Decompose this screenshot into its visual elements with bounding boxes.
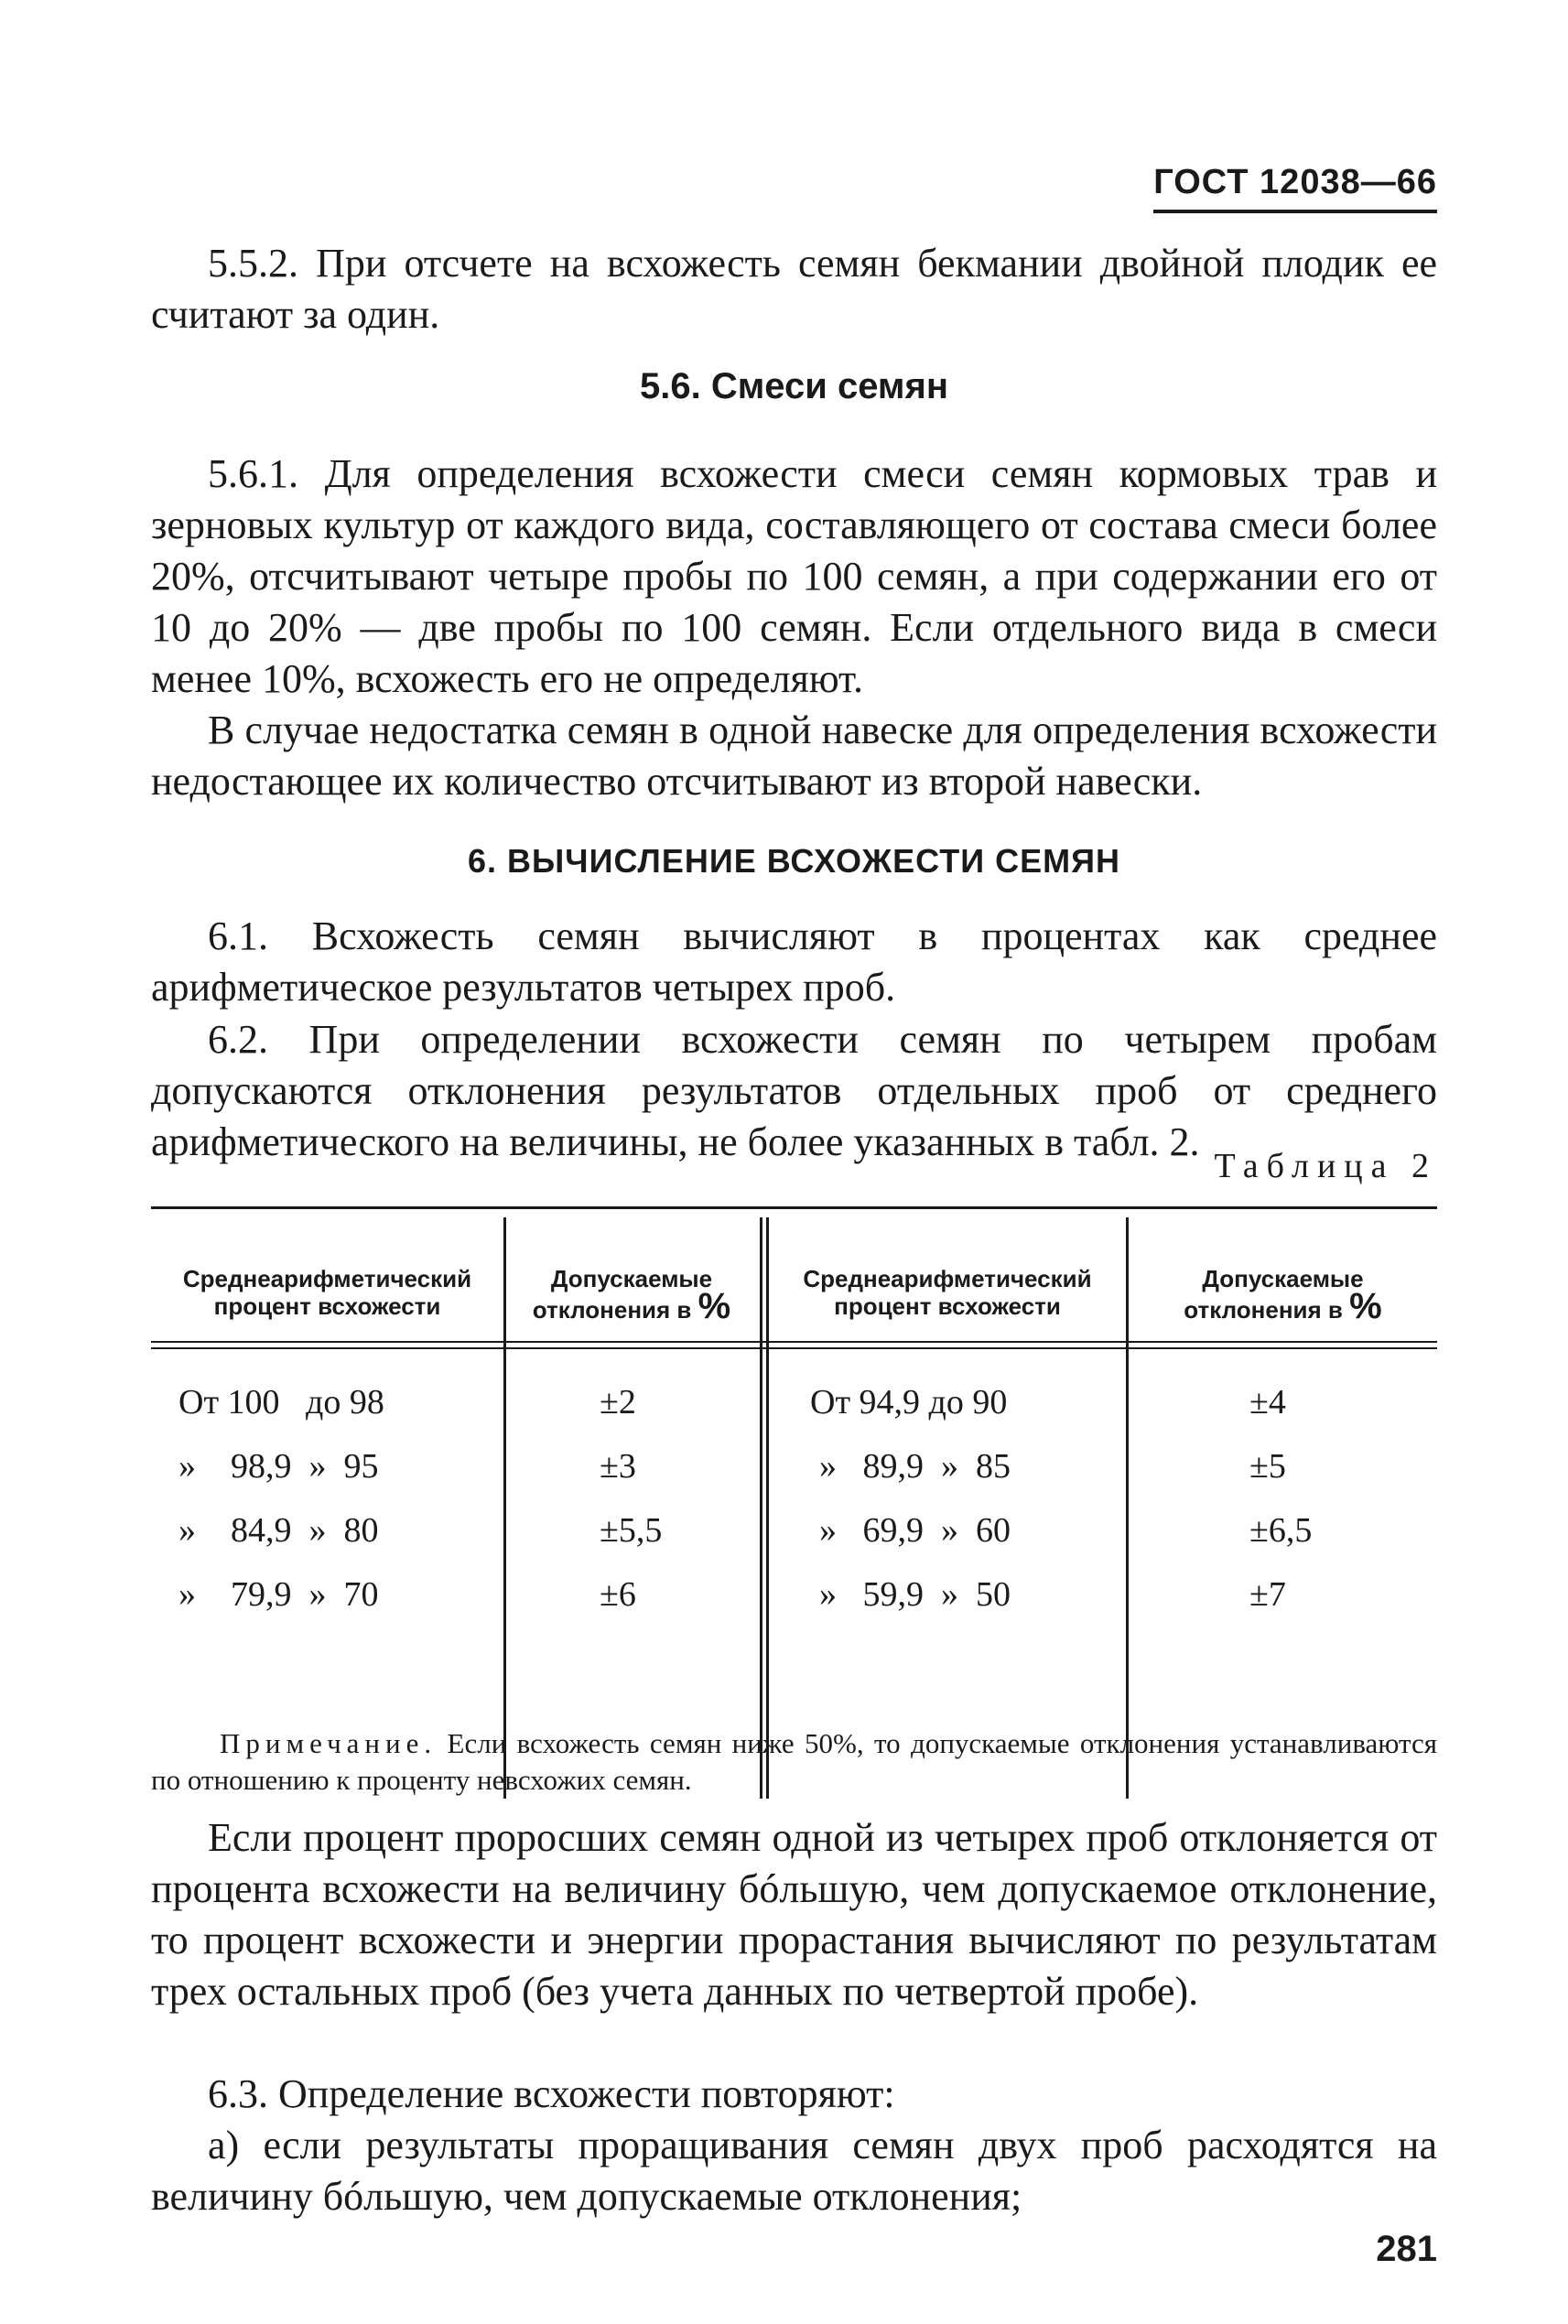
table-header-deviation-left xyxy=(503,1265,760,1324)
header-label: Среднеарифметический xyxy=(803,1265,1092,1292)
table-cell-deviation: ±4 xyxy=(1249,1383,1286,1421)
paragraph-5-6-1: 5.6.1. Для определения всхожести смеси семян кормовых трав и зерновых культур от каждого вида, составляющего от состава смеси более 20%, отсчитывают четыре пробы по 100 семян, а при содержании его от 10 до 20% — две пробы по 100 семян. Если отдельного вида в смеси менее 10%, всхожесть его не определяют. xyxy=(151,451,1437,701)
header-label: отклонения в xyxy=(1184,1296,1343,1324)
table-cell-range: » 98,9 » 95 xyxy=(178,1447,379,1486)
table-cell-range: » 59,9 » 50 xyxy=(819,1575,1011,1614)
table-cell-deviation: ±5 xyxy=(1249,1447,1286,1486)
table-caption: Таблица 2 xyxy=(1214,1147,1437,1185)
table-double-divider-left xyxy=(760,1217,762,1799)
standard-code-header: ГОСТ 12038—66 xyxy=(1153,163,1437,213)
table-cell-deviation: ±6 xyxy=(600,1575,636,1614)
paragraph-5-5-2: 5.5.2. При отсчете на всхожесть семян бекмании двойной плодик ее считают за один. xyxy=(151,241,1437,337)
table-cell-deviation: ±2 xyxy=(600,1383,636,1421)
header-label: Допускаемые xyxy=(550,1265,713,1292)
table-cell-range: » 69,9 » 60 xyxy=(819,1511,1011,1550)
table-cell-deviation: ±3 xyxy=(600,1447,636,1486)
document-page xyxy=(151,146,1437,2279)
table-cell-deviation: ±6,5 xyxy=(1249,1511,1313,1550)
section-heading-6: 6. ВЫЧИСЛЕНИЕ ВСХОЖЕСТИ СЕМЯН xyxy=(468,842,1120,880)
table-top-rule xyxy=(151,1206,1437,1209)
table-header-mean-left xyxy=(151,1265,503,1320)
table-header-rule-2 xyxy=(151,1347,1437,1349)
header-label: Среднеарифметический xyxy=(182,1265,472,1292)
note-label: Примечание. xyxy=(220,1727,438,1759)
paragraph-6-3-a: а) если результаты проращивания семян двух проб расходятся на величину бóльшую, чем допускаемые отклонения; xyxy=(151,2123,1437,2219)
paragraph-5-6-1-continued: В случае недостатка семян в одной навеске для определения всхожести недостающее их количество отсчитывают из второй навески. xyxy=(151,708,1437,804)
table-cell-range: » 79,9 » 70 xyxy=(178,1575,379,1614)
table-header-mean-right xyxy=(769,1265,1126,1320)
header-label: процент всхожести xyxy=(834,1292,1061,1320)
percent-sign: % xyxy=(697,1286,731,1326)
paragraph-6-2: 6.2. При определении всхожести семян по четырем пробам допускаются отклонения результатов отдельных проб от среднего арифметического на величины, не более указанных в табл. 2. xyxy=(151,1017,1437,1164)
table-cell-range: От 100 до 98 xyxy=(178,1383,384,1421)
table-cell-deviation: ±7 xyxy=(1249,1575,1286,1614)
table-header-deviation-right xyxy=(1129,1265,1437,1324)
header-label: Допускаемые xyxy=(1202,1265,1364,1292)
page-number: 281 xyxy=(1376,2229,1437,2269)
table-cell-range: » 84,9 » 80 xyxy=(178,1511,379,1550)
table-header-rule-1 xyxy=(151,1341,1437,1343)
header-label: отклонения в xyxy=(532,1296,692,1324)
table-cell-range: От 94,9 до 90 xyxy=(810,1383,1008,1421)
paragraph-6-1: 6.1. Всхожесть семян вычисляют в процентах как среднее арифметическое результатов четырех проб. xyxy=(151,913,1437,1010)
header-label: процент всхожести xyxy=(213,1292,441,1320)
paragraph-6-3: 6.3. Определение всхожести повторяют: xyxy=(208,2071,895,2116)
paragraph-repeat-calculation: Если процент проросших семян одной из четырех проб отклоняется от процента всхожести на величину бóльшую, чем допускаемое отклонение, то процент всхожести и энергии прорастания вычисляют по результатам трех остальных проб (без учета данных по четвертой пробе). xyxy=(151,1815,1437,2014)
table-cell-range: » 89,9 » 85 xyxy=(819,1447,1011,1486)
section-heading-5-6: 5.6. Смеси семян xyxy=(639,366,949,406)
table-cell-deviation: ±5,5 xyxy=(600,1511,663,1550)
percent-sign: % xyxy=(1349,1286,1382,1326)
note-text: Если всхожесть семян ниже 50%, то допускаемые отклонения устанавливаются по отношению к проценту невсхожих семян. xyxy=(151,1727,1438,1796)
table-note xyxy=(151,1725,1437,1799)
